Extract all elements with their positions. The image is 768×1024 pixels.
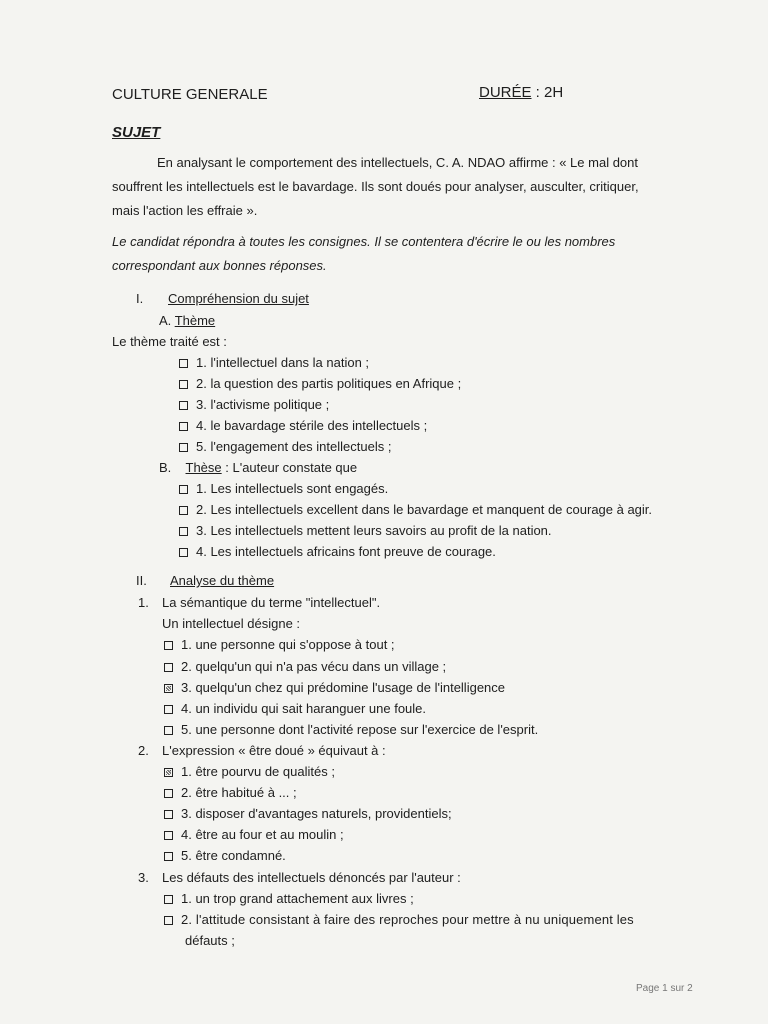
q1-option-2[interactable] bbox=[164, 659, 446, 674]
option-label: 3. quelqu'un chez qui prédomine l'usage de l'intelligence bbox=[181, 680, 506, 695]
theme-option-5[interactable] bbox=[179, 439, 391, 454]
question-1-sub: Un intellectuel désigne : bbox=[162, 616, 301, 631]
question-1-number: 1. bbox=[138, 595, 149, 610]
question-3: Les défauts des intellectuels dénoncés par l'auteur : bbox=[162, 870, 461, 885]
checkbox[interactable] bbox=[179, 506, 188, 515]
theme-intro: Le thème traité est : bbox=[112, 334, 227, 349]
q3-option-2[interactable] bbox=[164, 912, 634, 927]
instructions-line-2: correspondant aux bonnes réponses. bbox=[112, 258, 327, 273]
option-label: 1. Les intellectuels sont engagés. bbox=[196, 481, 389, 496]
question-1: La sémantique du terme "intellectuel". bbox=[162, 595, 381, 610]
checkbox[interactable] bbox=[164, 831, 173, 840]
subsection-b-rest: : L'auteur constate que bbox=[221, 460, 358, 475]
option-label: 5. l'engagement des intellectuels ; bbox=[196, 439, 392, 454]
option-label: 2. l'attitude consistant à faire des reproches pour mettre à nu uniquement les bbox=[181, 912, 634, 927]
option-label: 2. être habitué à ... ; bbox=[181, 785, 297, 800]
checkbox[interactable] bbox=[164, 916, 173, 925]
checkbox[interactable] bbox=[179, 380, 188, 389]
section-1-title: Compréhension du sujet bbox=[168, 291, 309, 306]
duration bbox=[479, 84, 563, 101]
intro-line-2: souffrent les intellectuels est le bavardage. Ils sont doués pour analyser, ausculter, critiquer, bbox=[112, 179, 639, 194]
q1-option-4[interactable] bbox=[164, 701, 426, 716]
these-option-1[interactable] bbox=[179, 481, 388, 496]
q2-option-3[interactable] bbox=[164, 806, 452, 821]
checkbox[interactable] bbox=[164, 895, 173, 904]
q3-option-2-continued: défauts ; bbox=[185, 933, 235, 948]
checkbox[interactable] bbox=[179, 548, 188, 557]
checkbox[interactable] bbox=[179, 401, 188, 410]
subsection-b-title: Thèse bbox=[185, 460, 222, 475]
page-number: Page 1 sur 2 bbox=[636, 983, 693, 994]
option-label: 3. l'activisme politique ; bbox=[196, 397, 330, 412]
question-3-number: 3. bbox=[138, 870, 149, 885]
question-2: L'expression « être doué » équivaut à : bbox=[162, 743, 386, 758]
subsection-a-label: A. bbox=[159, 313, 172, 328]
sujet-heading: SUJET bbox=[112, 124, 161, 141]
q3-option-1[interactable] bbox=[164, 891, 414, 906]
subsection-b bbox=[159, 460, 357, 475]
intro-line-1: En analysant le comportement des intellectuels, C. A. NDAO affirme : « Le mal dont bbox=[157, 155, 638, 170]
intro-line-3: mais l'action les effraie ». bbox=[112, 203, 258, 218]
option-label: 2. quelqu'un qui n'a pas vécu dans un village ; bbox=[181, 659, 447, 674]
checkbox-checked[interactable] bbox=[164, 684, 173, 693]
option-label: 3. disposer d'avantages naturels, providentiels; bbox=[181, 806, 452, 821]
option-label: 3. Les intellectuels mettent leurs savoirs au profit de la nation. bbox=[196, 523, 552, 538]
option-label: 2. la question des partis politiques en Afrique ; bbox=[196, 376, 462, 391]
section-2-title: Analyse du thème bbox=[170, 573, 275, 588]
q1-option-5[interactable] bbox=[164, 722, 538, 737]
duration-value: : 2H bbox=[531, 84, 564, 101]
checkbox[interactable] bbox=[179, 527, 188, 536]
theme-option-3[interactable] bbox=[179, 397, 329, 412]
instructions-line-1: Le candidat répondra à toutes les consignes. Il se contentera d'écrire le ou les nombres bbox=[112, 234, 616, 249]
theme-option-4[interactable] bbox=[179, 418, 427, 433]
option-label: 5. une personne dont l'activité repose sur l'exercice de l'esprit. bbox=[181, 722, 539, 737]
subsection-b-label: B. bbox=[159, 460, 172, 475]
checkbox[interactable] bbox=[164, 663, 173, 672]
subsection-a-title: Thème bbox=[174, 313, 216, 328]
theme-option-1[interactable] bbox=[179, 355, 369, 370]
option-label: 4. Les intellectuels africains font preuve de courage. bbox=[196, 544, 496, 559]
checkbox[interactable] bbox=[164, 705, 173, 714]
section-1-number: I. bbox=[136, 291, 144, 306]
checkbox[interactable] bbox=[179, 443, 188, 452]
option-label: 1. un trop grand attachement aux livres ; bbox=[181, 891, 414, 906]
these-option-3[interactable] bbox=[179, 523, 552, 538]
these-option-4[interactable] bbox=[179, 544, 496, 559]
checkbox[interactable] bbox=[164, 726, 173, 735]
checkbox[interactable] bbox=[164, 641, 173, 650]
option-label: 1. être pourvu de qualités ; bbox=[181, 764, 335, 779]
option-label: 1. l'intellectuel dans la nation ; bbox=[196, 355, 370, 370]
q2-option-5[interactable] bbox=[164, 848, 286, 863]
q2-option-1[interactable] bbox=[164, 764, 335, 779]
q2-option-4[interactable] bbox=[164, 827, 344, 842]
option-label: 1. une personne qui s'oppose à tout ; bbox=[181, 637, 395, 652]
option-label: 2. Les intellectuels excellent dans le bavardage et manquent de courage à agir. bbox=[196, 502, 653, 517]
these-option-2[interactable] bbox=[179, 502, 652, 517]
checkbox[interactable] bbox=[179, 359, 188, 368]
q2-option-2[interactable] bbox=[164, 785, 297, 800]
theme-option-2[interactable] bbox=[179, 376, 461, 391]
checkbox-checked[interactable] bbox=[164, 768, 173, 777]
duration-label: DURÉE bbox=[479, 84, 532, 101]
checkbox[interactable] bbox=[164, 852, 173, 861]
q1-option-3[interactable] bbox=[164, 680, 505, 695]
checkbox[interactable] bbox=[179, 422, 188, 431]
option-label: 4. être au four et au moulin ; bbox=[181, 827, 344, 842]
question-2-number: 2. bbox=[138, 743, 149, 758]
option-label: 5. être condamné. bbox=[181, 848, 286, 863]
checkbox[interactable] bbox=[179, 485, 188, 494]
option-label: 4. un individu qui sait haranguer une foule. bbox=[181, 701, 427, 716]
subject-title: CULTURE GENERALE bbox=[112, 86, 268, 103]
subsection-a bbox=[159, 313, 215, 328]
q1-option-1[interactable] bbox=[164, 637, 395, 652]
checkbox[interactable] bbox=[164, 810, 173, 819]
section-2-number: II. bbox=[136, 573, 147, 588]
checkbox[interactable] bbox=[164, 789, 173, 798]
option-label: 4. le bavardage stérile des intellectuels ; bbox=[196, 418, 428, 433]
